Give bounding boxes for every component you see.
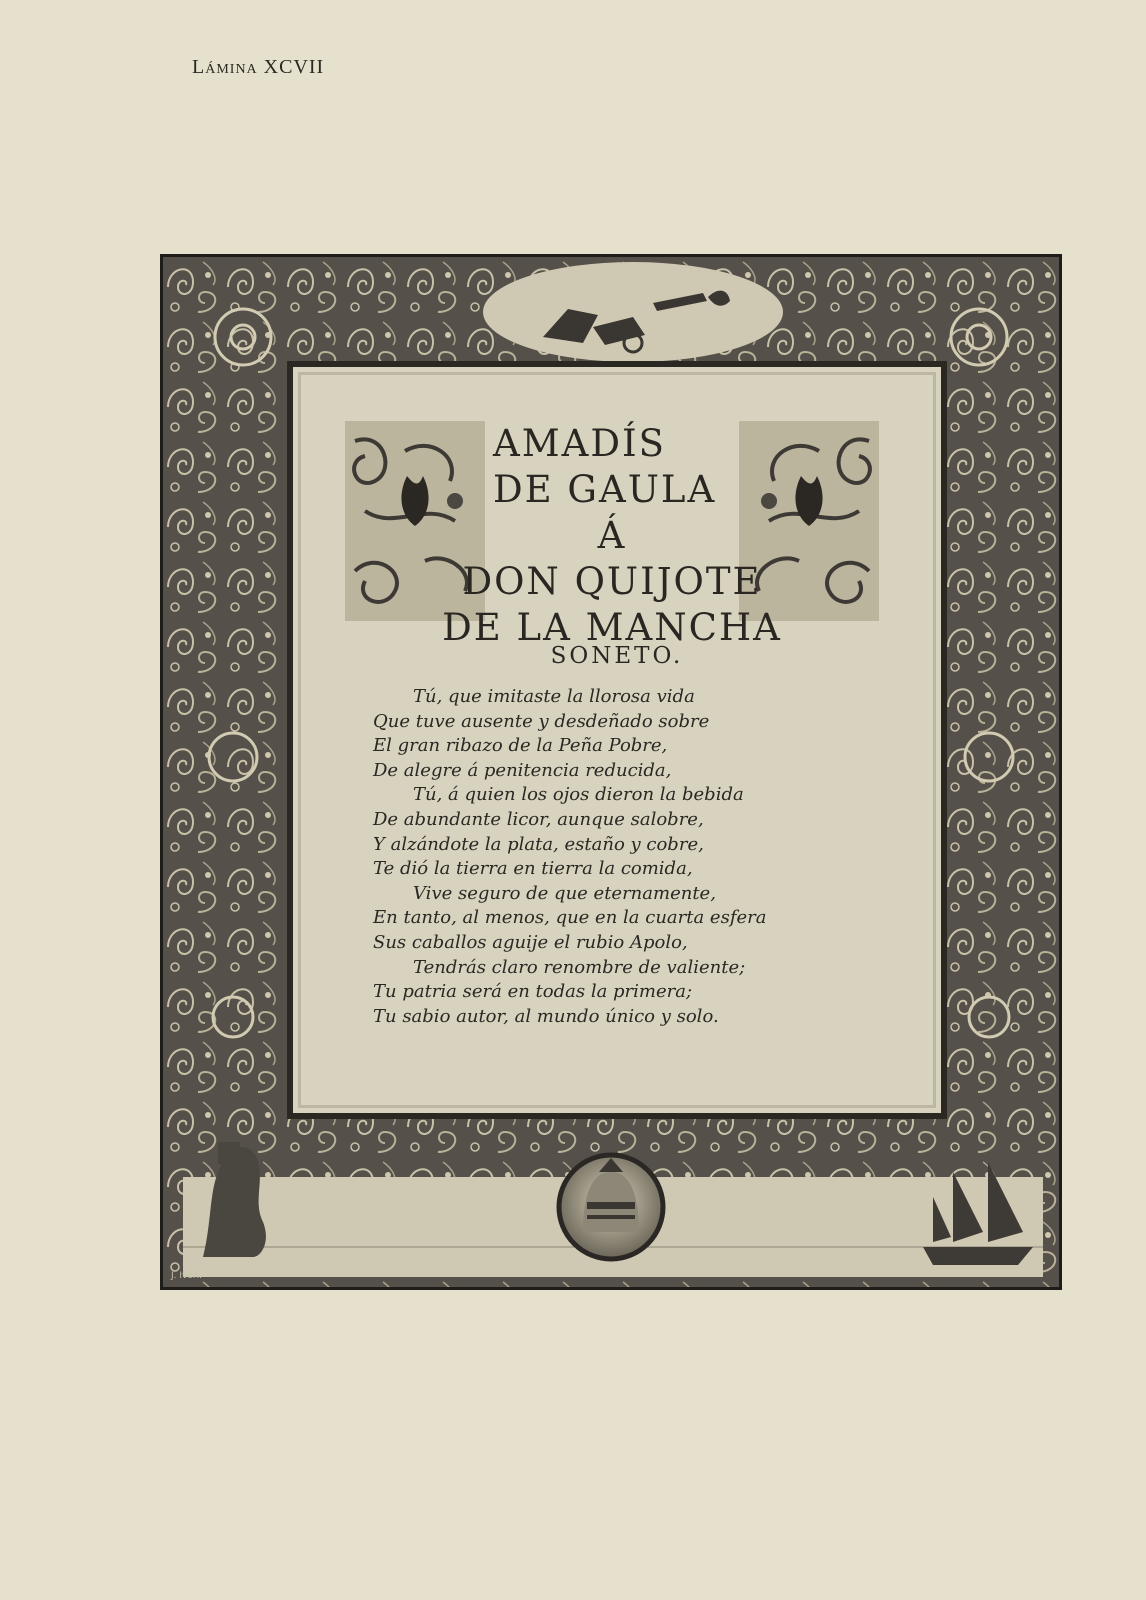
sonnet-heading: SONETO. xyxy=(550,643,684,669)
top-vignette-sky xyxy=(483,262,783,362)
poem-line: Tu patria será en todas la primera; xyxy=(373,981,693,1003)
poem-line: Tú, que imitaste la llorosa vida xyxy=(413,686,695,707)
title-line-amadis: AMADÍS xyxy=(493,422,666,465)
artist-signature: J. Ivori. xyxy=(171,1271,202,1281)
title-block xyxy=(345,421,879,649)
poem-line: De abundante licor, aunque salobre, xyxy=(373,808,704,830)
sonnet-text xyxy=(373,685,873,1029)
poem-line: Sus caballos aguije el rubio Apolo, xyxy=(373,931,688,953)
poem-line: Te dió la tierra en tierra la comida, xyxy=(373,858,693,880)
title-line-de-gaula: DE GAULA xyxy=(493,468,717,511)
poem-line: De alegre á penitencia reducida, xyxy=(373,759,672,781)
illustrated-plate xyxy=(160,254,1062,1290)
poem-line: Tu sabio autor, al mundo único y solo. xyxy=(373,1005,719,1027)
poem-panel xyxy=(287,361,947,1119)
plate-label-prefix: Lámina xyxy=(192,56,258,78)
title-line-a: Á xyxy=(597,514,627,557)
poem-line: En tanto, al menos, que en la cuarta esfera xyxy=(373,907,767,929)
title-line-don-quijote: DON QUIJOTE xyxy=(462,560,762,603)
plate-number xyxy=(192,56,324,79)
title-line-de-la-mancha: DE LA MANCHA xyxy=(442,606,782,649)
page-title xyxy=(345,421,879,651)
poem-line: Vive seguro de que eternamente, xyxy=(413,882,716,904)
poem-line: Y alzándote la plata, estaño y cobre, xyxy=(373,833,704,855)
poem-line: Tendrás claro renombre de valiente; xyxy=(413,956,746,978)
poem-line: Tú, á quien los ojos dieron la bebida xyxy=(413,784,744,806)
plate-label-numeral: XCVII xyxy=(263,56,325,78)
poem-line: El gran ribazo de la Peña Pobre, xyxy=(373,735,668,757)
poem-line: Que tuve ausente y desdeñado sobre xyxy=(373,710,710,732)
